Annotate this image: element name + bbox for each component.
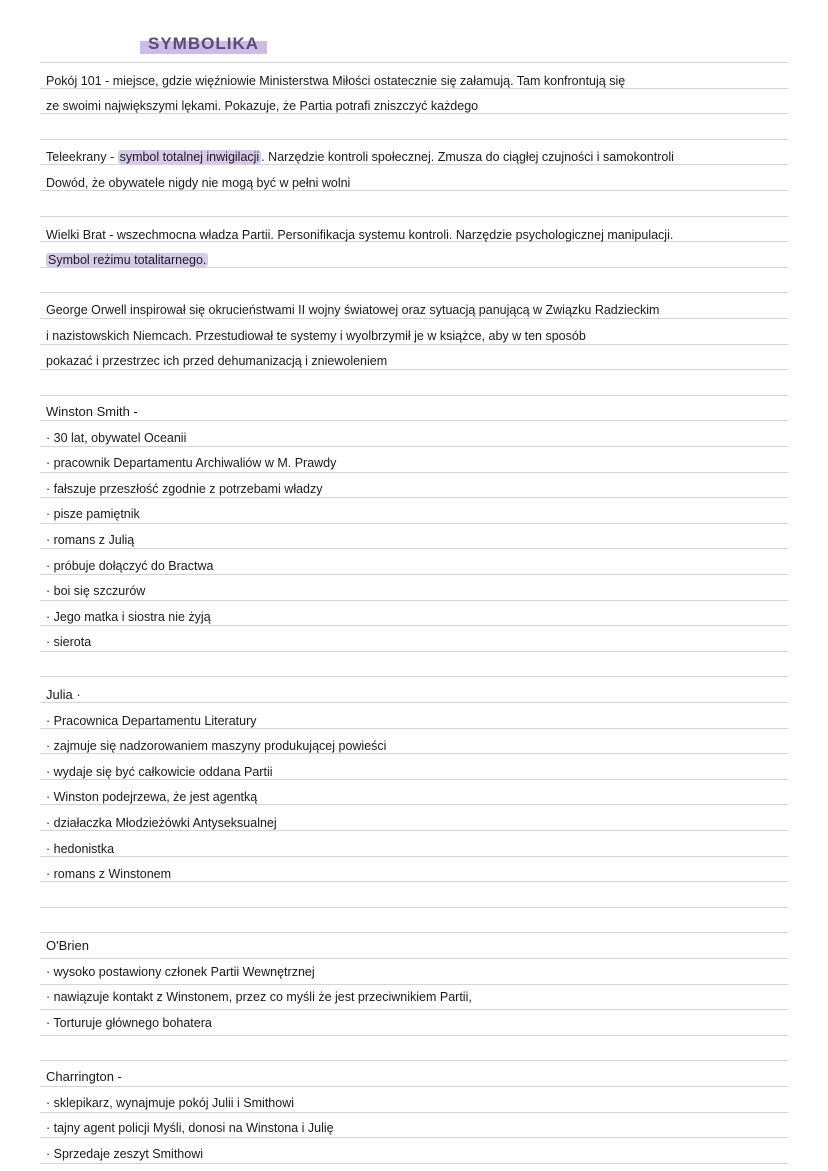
rule-line (40, 1060, 788, 1061)
character-trait: · fałszuje przeszłość zgodnie z potrzebami władzy (46, 481, 323, 496)
character-trait: · próbuje dołączyć do Bractwa (46, 558, 214, 573)
rule-line (40, 139, 788, 140)
orwell-line: pokazać i przestrzec ich przed dehumanizacją i zniewoleniem (46, 354, 388, 368)
rule-line (40, 625, 788, 626)
character-trait: · Winston podejrzewa, że jest agentką (46, 790, 258, 805)
highlight: Symbol reżimu totalitarnego. (48, 253, 207, 267)
character-name: Winston Smith - (46, 404, 138, 419)
character-trait: · hedonistka (46, 841, 115, 856)
rule-line (40, 216, 788, 217)
text: . Narzędzie kontroli społecznej. Zmusza do ciągłej czujności i samokontroli (261, 150, 674, 164)
telescreens-line (46, 149, 674, 165)
rule-line (40, 907, 788, 908)
character-trait: · Pracownica Departamentu Literatury (46, 713, 257, 728)
rule-line (40, 574, 788, 575)
rule-line (40, 1035, 788, 1036)
rule-line (40, 344, 788, 345)
rule-line (40, 497, 788, 498)
term: Teleekrany - (46, 150, 118, 164)
rule-line (40, 1086, 788, 1087)
page-title: SYMBOLIKA (140, 34, 267, 54)
character-trait: · zajmuje się nadzorowaniem maszyny produkującej powieści (46, 739, 387, 754)
rule-line (40, 472, 788, 473)
rule-line (40, 856, 788, 857)
character-trait: · romans z Julią (46, 533, 135, 547)
big-brother-line: Wielki Brat - wszechmocna władza Partii. Personifikacja systemu kontroli. Narzędzie psychologicznej manipulacji. (46, 228, 674, 242)
highlight: symbol totalnej inwigilacji (119, 150, 260, 164)
rule-line (40, 292, 788, 293)
rule-line (40, 318, 788, 319)
orwell-line: George Orwell inspirował się okrucieństwami II wojny światowej oraz sytuacją panującą w Związku Radzieckim (46, 303, 660, 317)
character-name: Charrington - (46, 1069, 122, 1084)
character-trait: · boi się szczurów (46, 584, 146, 599)
rule-line (40, 958, 788, 959)
rule-line (40, 548, 788, 549)
character-name: Julia · (46, 687, 81, 702)
rule-line (40, 651, 788, 652)
rule-line (40, 420, 788, 421)
room101-line: Pokój 101 - miejsce, gdzie więźniowie Ministerstwa Miłości ostatecznie się załamują. Tam konfrontują się (46, 74, 626, 88)
character-trait: · nawiązuje kontakt z Winstonem, przez co myśli że jest przeciwnikiem Partii, (46, 990, 472, 1005)
rule-line (40, 369, 788, 370)
character-trait: · tajny agent policji Myśli, donosi na Winstona i Julię (46, 1121, 334, 1136)
character-trait: · wydaje się być całkowicie oddana Partii (46, 764, 273, 779)
rule-line (40, 1009, 788, 1010)
rule-line (40, 676, 788, 677)
rule-line (40, 1137, 788, 1138)
character-trait: · sklepikarz, wynajmuje pokój Julii i Smithowi (46, 1095, 294, 1110)
character-trait: · romans z Winstonem (46, 867, 172, 882)
orwell-line: i nazistowskich Niemcach. Przestudiował te systemy i wyolbrzymił je w książce, aby w ten sposób (46, 329, 586, 343)
rule-line (40, 446, 788, 447)
character-trait: · działaczka Młodzieżówki Antyseksualnej (46, 816, 277, 830)
rule-line (40, 1112, 788, 1113)
rule-line (40, 395, 788, 396)
rule-line (40, 1163, 788, 1164)
character-trait: · wysoko postawiony członek Partii Wewnętrznej (46, 964, 315, 979)
rule-line (40, 932, 788, 933)
character-trait: · sierota (46, 635, 92, 650)
rule-line (40, 984, 788, 985)
character-trait: · Jego matka i siostra nie żyją (46, 609, 211, 624)
room101-line: ze swoimi największymi lękami. Pokazuje, że Partia potrafi zniszczyć każdego (46, 99, 479, 113)
rule-line (40, 62, 788, 63)
character-trait: · 30 lat, obywatel Oceanii (46, 430, 187, 445)
character-trait: · pisze pamiętnik (46, 507, 140, 522)
rule-line (40, 600, 788, 601)
character-trait: · Torturuje głównego bohatera (46, 1015, 212, 1030)
big-brother-line (46, 252, 208, 268)
character-name: O'Brien (46, 938, 89, 953)
telescreens-line: Dowód, że obywatele nigdy nie mogą być w pełni wolni (46, 176, 351, 190)
character-trait: · Sprzedaje zeszyt Smithowi (46, 1146, 204, 1161)
character-trait: · pracownik Departamentu Archiwaliów w M. Prawdy (46, 456, 337, 471)
rule-line (40, 702, 788, 703)
rule-line (40, 523, 788, 524)
